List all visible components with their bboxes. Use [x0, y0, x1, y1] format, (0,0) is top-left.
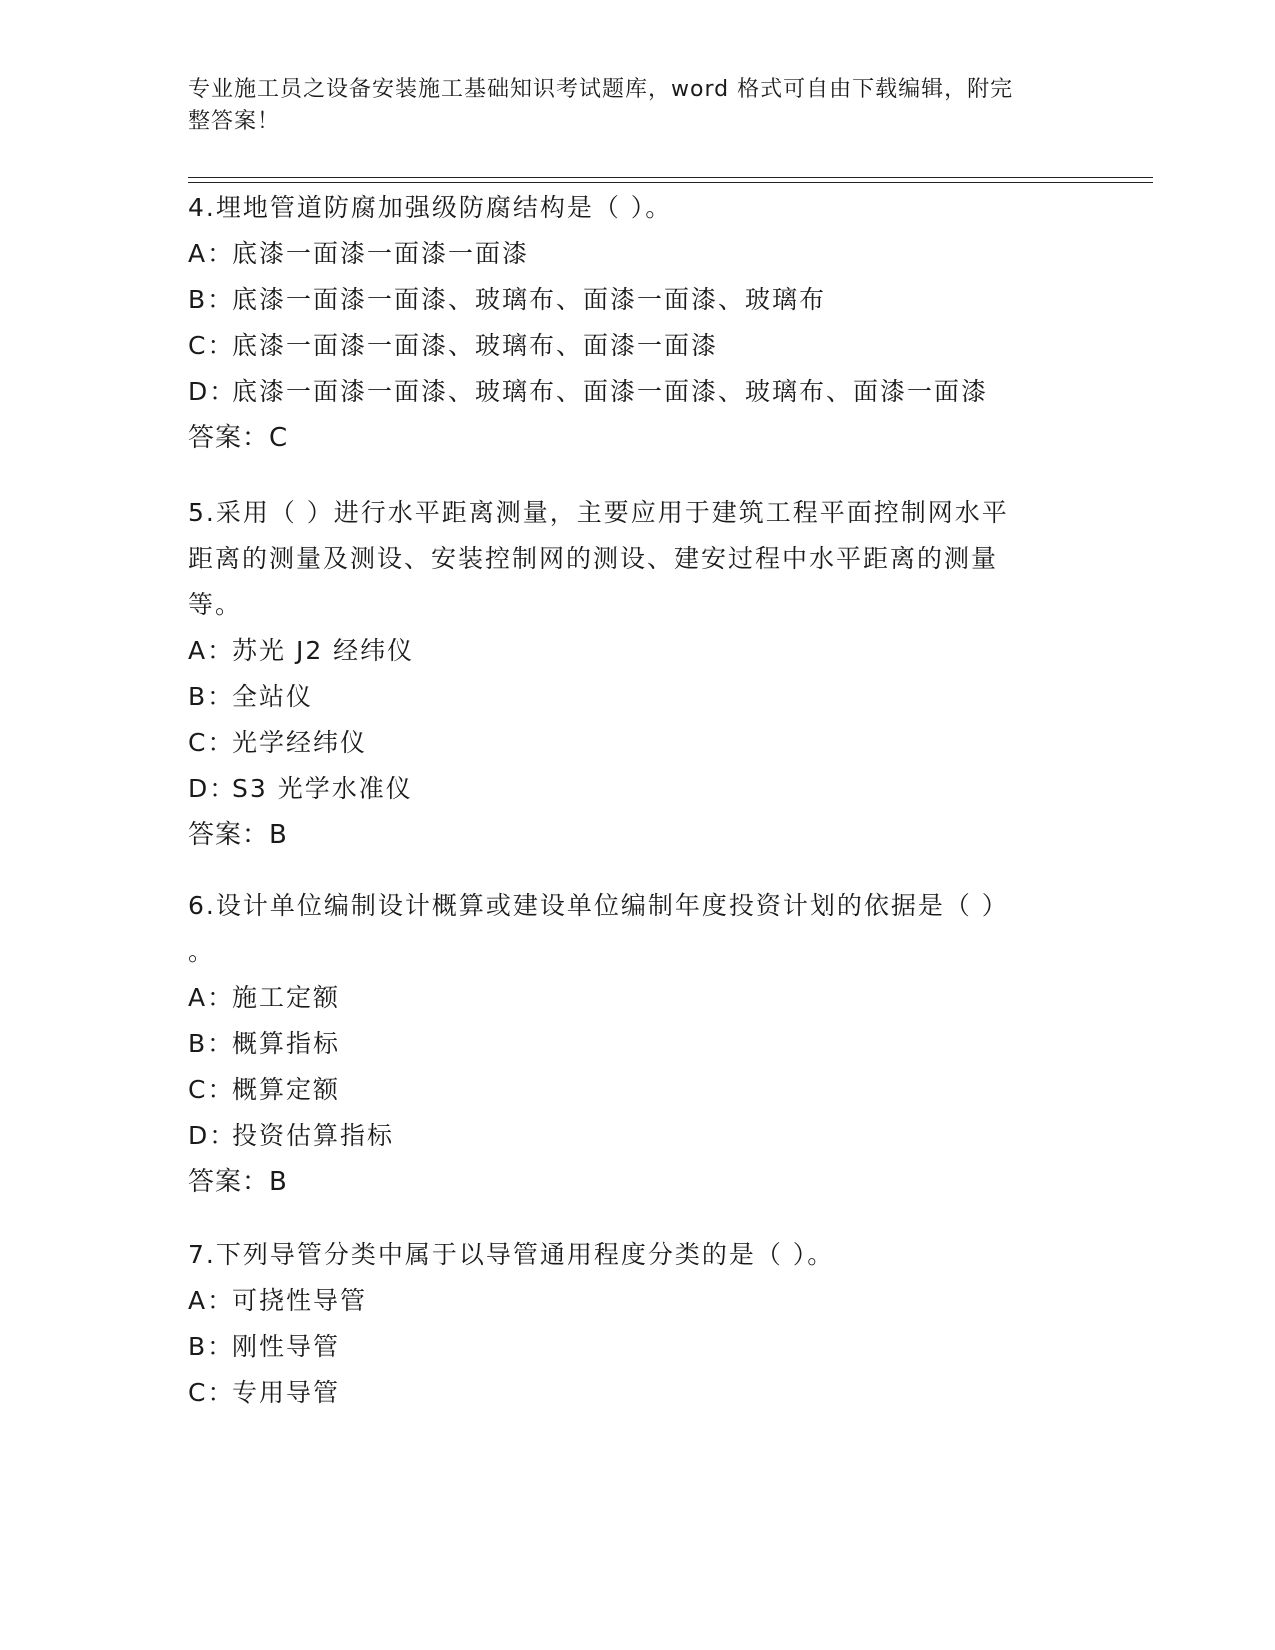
option-text: 概算定额	[232, 1075, 341, 1104]
option-text: 概算指标	[232, 1029, 341, 1058]
option-d	[188, 766, 1088, 812]
option-b	[188, 277, 1088, 323]
option-text: 施工定额	[232, 983, 341, 1012]
question-stem-line: 6.设计单位编制设计概算或建设单位编制年度投资计划的依据是（ ）	[188, 891, 1009, 920]
option-text: 底漆一面漆一面漆一面漆	[232, 239, 530, 268]
option-text: 专用导管	[232, 1378, 341, 1407]
option-c	[188, 720, 1088, 766]
option-text: 底漆一面漆一面漆、玻璃布、面漆一面漆、玻璃布	[232, 285, 827, 314]
option-text: 苏光 J2 经纬仪	[232, 636, 415, 665]
header-line-2: 整答案！	[188, 109, 281, 134]
option-label: A：	[188, 1286, 235, 1315]
answer-line: 答案：B	[188, 1167, 288, 1197]
option-b	[188, 1021, 1088, 1067]
question-7	[188, 1232, 1088, 1416]
question-stem-line: 。	[188, 937, 216, 966]
option-label: D：	[188, 377, 237, 406]
header-rule-top	[188, 177, 1153, 178]
option-a	[188, 628, 1088, 674]
option-label: C：	[188, 1378, 235, 1407]
option-label: D：	[188, 1121, 237, 1150]
option-a	[188, 231, 1088, 277]
question-stem-line: 等。	[188, 590, 243, 619]
question-4	[188, 185, 1088, 461]
option-label: A：	[188, 983, 235, 1012]
option-label: B：	[188, 682, 235, 711]
option-a	[188, 1278, 1088, 1324]
option-d	[188, 369, 1088, 415]
option-label: C：	[188, 728, 235, 757]
option-text: 底漆一面漆一面漆、玻璃布、面漆一面漆	[232, 331, 719, 360]
option-c	[188, 323, 1088, 369]
question-6	[188, 883, 1088, 1205]
question-5	[188, 490, 1088, 858]
option-text: 刚性导管	[232, 1332, 341, 1361]
question-stem-line: 5.采用（ ）进行水平距离测量，主要应用于建筑工程平面控制网水平	[188, 498, 1009, 527]
question-stem-line: 7.下列导管分类中属于以导管通用程度分类的是（ ）。	[188, 1240, 835, 1269]
option-b	[188, 674, 1088, 720]
option-label: D：	[188, 774, 237, 803]
document-header	[188, 74, 1068, 138]
option-label: B：	[188, 1332, 235, 1361]
option-c	[188, 1067, 1088, 1113]
option-c	[188, 1370, 1088, 1416]
answer-line: 答案：C	[188, 423, 289, 453]
option-label: B：	[188, 1029, 235, 1058]
option-label: B：	[188, 285, 235, 314]
option-label: A：	[188, 239, 235, 268]
option-text: 可挠性导管	[232, 1286, 368, 1315]
option-text: S3 光学水准仪	[232, 774, 413, 803]
option-label: C：	[188, 331, 235, 360]
option-label: A：	[188, 636, 235, 665]
question-stem-line: 距离的测量及测设、安装控制网的测设、建安过程中水平距离的测量	[188, 544, 999, 573]
answer-line: 答案：B	[188, 820, 288, 850]
option-d	[188, 1113, 1088, 1159]
option-text: 底漆一面漆一面漆、玻璃布、面漆一面漆、玻璃布、面漆一面漆	[232, 377, 989, 406]
header-rule-bottom	[188, 182, 1153, 183]
option-b	[188, 1324, 1088, 1370]
option-label: C：	[188, 1075, 235, 1104]
question-stem-line: 4.埋地管道防腐加强级防腐结构是（ ）。	[188, 193, 673, 222]
option-a	[188, 975, 1088, 1021]
option-text: 投资估算指标	[232, 1121, 395, 1150]
option-text: 全站仪	[232, 682, 314, 711]
header-line-1: 专业施工员之设备安装施工基础知识考试题库，word 格式可自由下载编辑，附完	[188, 77, 1014, 102]
option-text: 光学经纬仪	[232, 728, 368, 757]
